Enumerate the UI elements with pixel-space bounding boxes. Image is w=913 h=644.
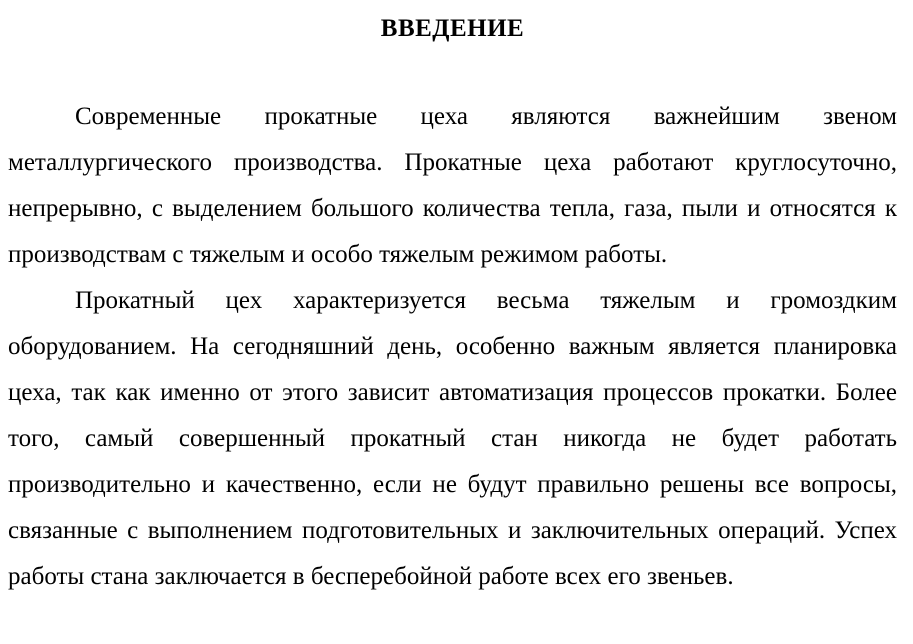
- document-page: [8, 0, 897, 600]
- paragraph-2: Прокатный цех характеризуется весьма тяжелым и громоздким оборудованием. На сегодняшний день, особенно важным является планировка цеха, так как именно от этого зависит автоматизация процессов прокатки. Более того, самый совершенный прокатный стан никогда не будет работать производительно и качественно, если не будут правильно решены все вопросы, связанные с выполнением подготовительных и заключительных операций. Успех работы стана заключается в бесперебойной работе всех его звеньев.: [8, 287, 897, 590]
- document-title: ВВЕДЕНИЕ: [380, 15, 525, 42]
- paragraph-1: Современные прокатные цеха являются важнейшим звеном металлургического производства. Прокатные цеха работают круглосуточно, непрерывно, с выделением большого количества тепла, газа, пыли и относятся к производствам с тяжелым и особо тяжелым режимом работы.: [8, 103, 897, 268]
